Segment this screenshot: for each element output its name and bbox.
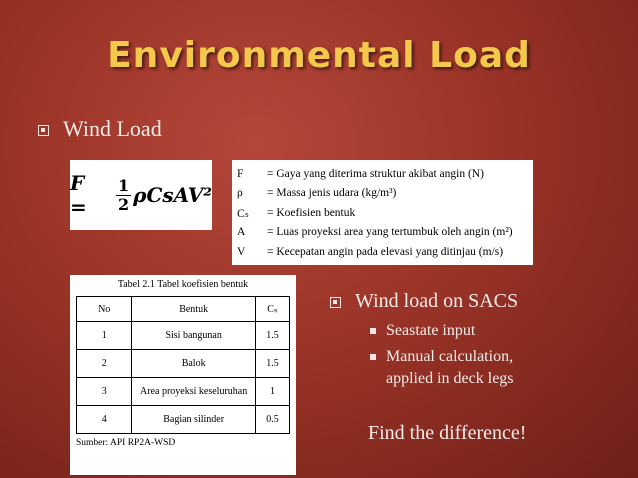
legend-description: = Massa jenis udara (kg/m³)	[267, 187, 397, 200]
legend-row	[237, 184, 528, 204]
bullet-wind-load-text: Wind Load	[63, 116, 162, 141]
formula-rhs: ρCsAV²	[133, 183, 212, 207]
table-row	[77, 378, 290, 406]
legend-description: = Gaya yang diterima struktur akibat angin (N)	[267, 167, 484, 180]
legend-row	[237, 203, 528, 223]
formula-image	[70, 160, 212, 230]
table-header-no: No	[77, 297, 132, 322]
table-row	[77, 406, 290, 434]
small-square-bullet-icon	[370, 328, 376, 334]
legend-symbol: Cₛ	[237, 207, 249, 220]
table-cell: Balok	[132, 350, 256, 378]
formula-lhs: F =	[70, 171, 87, 219]
sub-bullet-text: Manual calculation, applied in deck legs	[386, 348, 514, 387]
legend-description: = Luas proyeksi area yang tertumbuk oleh angin (m²)	[267, 226, 513, 239]
table-cell: Sisi bangunan	[132, 322, 256, 350]
formula-fraction-denominator: 2	[118, 194, 130, 214]
small-square-bullet-icon	[370, 354, 376, 360]
table-row	[77, 322, 290, 350]
slide-title: Environmental Load	[107, 35, 531, 76]
square-bullet-icon	[330, 297, 341, 308]
table-cell: 0.5	[255, 406, 289, 434]
legend-symbol: ρ	[237, 187, 243, 200]
sub-bullet-text: Seastate input	[386, 322, 476, 339]
table-header-row	[77, 297, 290, 322]
table-cell: 3	[77, 378, 132, 406]
legend-row	[237, 242, 528, 262]
table-row	[77, 350, 290, 378]
sub-bullet-item	[370, 346, 556, 390]
coefficient-table	[76, 296, 290, 434]
square-bullet-icon	[38, 125, 49, 136]
table-cell: 1	[77, 322, 132, 350]
legend-row	[237, 223, 528, 243]
legend-description: = Kecepatan angin pada elevasi yang ditinjau (m/s)	[267, 245, 504, 258]
table-header-bentuk: Bentuk	[132, 297, 256, 322]
legend-symbol: A	[237, 226, 246, 239]
legend-row	[237, 164, 528, 184]
table-cell: 1	[255, 378, 289, 406]
variable-legend	[232, 160, 533, 265]
legend-symbol: F	[237, 167, 244, 180]
legend-symbol: V	[237, 245, 246, 258]
table-source: Sumber: API RP2A-WSD	[76, 438, 176, 448]
table-cell: 4	[77, 406, 132, 434]
formula-fraction-numerator: 1	[118, 175, 130, 195]
coefficient-table-image	[70, 275, 296, 475]
legend-description: = Koefisien bentuk	[267, 206, 356, 219]
table-cell: 2	[77, 350, 132, 378]
bullet-wind-load	[38, 116, 162, 142]
sub-bullet-list	[370, 320, 556, 394]
table-caption: Tabel 2.1 Tabel koefisien bentuk	[117, 279, 249, 290]
sub-bullet-item	[370, 320, 556, 342]
bullet-wind-load-sacs	[330, 290, 518, 313]
formula-fraction	[116, 177, 131, 214]
table-cell: 1.5	[255, 322, 289, 350]
table-cell: 1.5	[255, 350, 289, 378]
table-cell: Bagian silinder	[132, 406, 256, 434]
table-header-cs: Cₛ	[255, 297, 289, 322]
closing-text: Find the difference!	[368, 422, 527, 444]
table-cell: Area proyeksi keseluruhan	[132, 378, 256, 406]
bullet-wind-load-sacs-text: Wind load on SACS	[355, 290, 519, 312]
